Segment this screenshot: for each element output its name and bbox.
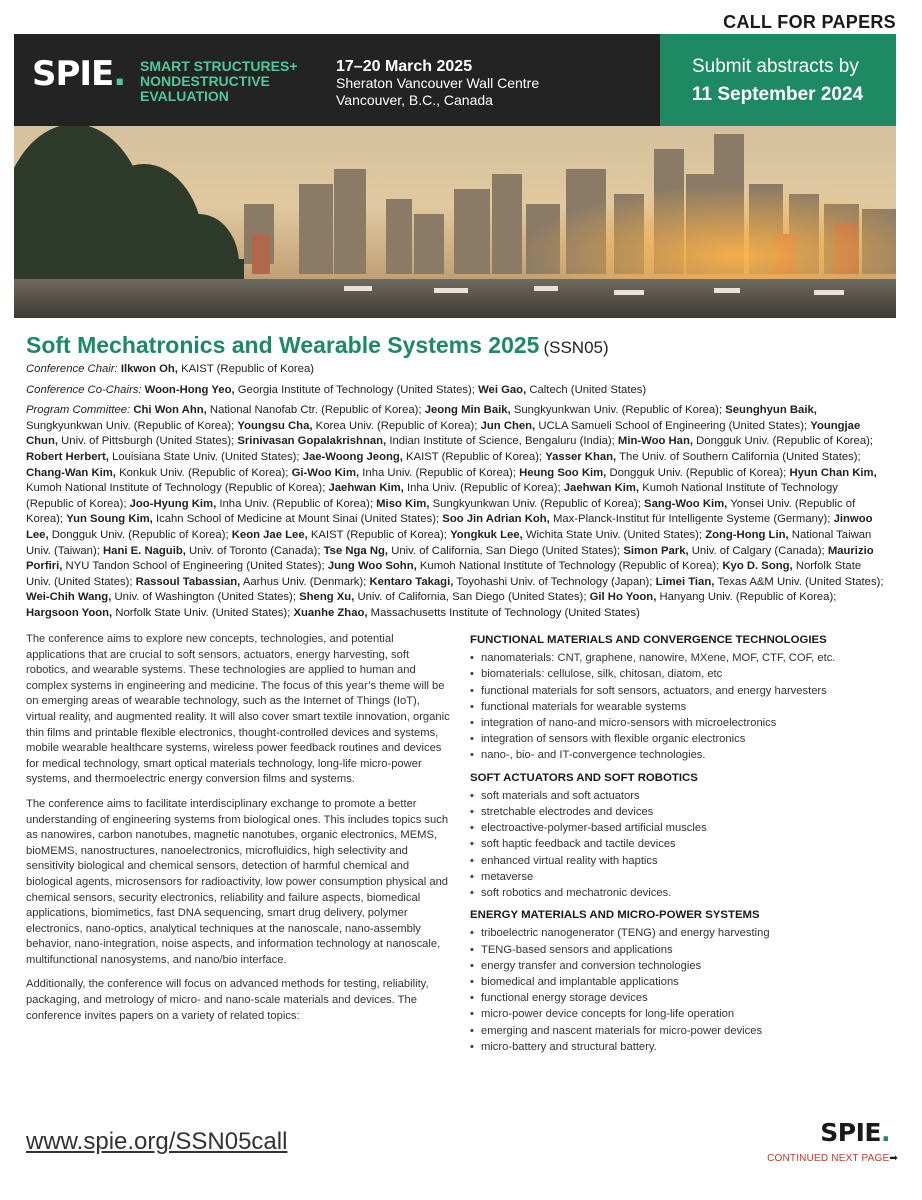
description-paragraph: The conference aims to facilitate interdisciplinary exchange to promote a better understanding of engineering systems from biological ones. This includes topics such as nanowires, carbon nanotubes, magnetic nanotubes, organic electronics, MEMS, bioMEMS, nanostructures, nanoelectronics, microfluidics, high selectivity and sensitivity biological and chemical sensors, detection of harmful chemical and biological agents, microsensors for radioactivity, low power consumption physical and chemical sensors, security electronics, reliability and failure aspects, biomedical applications, biomimetics, fast DNA sequencing, smart drug delivery, polymer electronics, nano-optics, analytical techniques at the nanoscale, nano-assembly behavior, nano-integration, noise aspects, and information technology at nanoscale, multifunctional nanosystems, and nano/bio interface. <box>26 797 449 966</box>
committee-member-name: Maurizio Porfiri, <box>26 544 874 573</box>
event-details <box>336 58 539 109</box>
committee-member-affiliation: NYU Tandon School of Engineering (United States); <box>65 560 325 573</box>
committee-member-affiliation: Univ. of Toronto (Canada); <box>189 544 321 557</box>
committee-member-affiliation: Sungkyunkwan Univ. (Republic of Korea); <box>513 404 723 417</box>
committee-member-name: Chang-Wan Kim, <box>26 466 116 479</box>
topic-item: • energy transfer and conversion technologies <box>470 958 896 974</box>
committee-member-name: Heung Soo Kim, <box>519 466 607 479</box>
topic-item: • functional materials for wearable systems <box>470 699 896 715</box>
topic-item: • nano-, bio- and IT-convergence technologies. <box>470 747 896 763</box>
committee-member-affiliation: Massachusetts Institute of Technology (United States) <box>370 606 640 619</box>
committee-member-name: Simon Park, <box>623 544 689 557</box>
committee-member-affiliation: Norfolk State Univ. (United States); <box>115 606 291 619</box>
event-venue: Sheraton Vancouver Wall Centre <box>336 75 540 91</box>
topic-item: • soft haptic feedback and tactile devices <box>470 836 896 852</box>
committee-member-affiliation: Toyohashi Univ. of Technology (Japan); <box>456 575 653 588</box>
committee-member-affiliation: Inha Univ. (Republic of Korea); <box>219 497 373 510</box>
continued-next-page[interactable]: CONTINUED NEXT PAGE➡ <box>767 1153 898 1164</box>
committee-member-name: Hani E. Naguib, <box>103 544 186 557</box>
topic-item: • metaverse <box>470 869 896 885</box>
topics-column <box>470 632 896 1061</box>
description-column <box>26 632 452 1033</box>
committee-member-name: Seunghyun Baik, <box>725 404 817 417</box>
committee-member-affiliation: Yonsei Univ. (Republic of Korea); <box>26 497 856 526</box>
committee-member-name: Jae-Woong Jeong, <box>302 450 403 463</box>
topic-item: • soft robotics and mechatronic devices. <box>470 885 896 901</box>
committee-member-name: Srinivasan Gopalakrishnan, <box>237 435 387 448</box>
topic-item: • functional materials for soft sensors, actuators, and energy harvesters <box>470 683 896 699</box>
committee-member-name: Youngsu Cha, <box>237 419 313 432</box>
committee-member-name: Hyun Chan Kim, <box>789 466 877 479</box>
committee-member-name: Keon Jae Lee, <box>231 528 308 541</box>
committee-member-affiliation: Kumoh National Institute of Technology (Republic of Korea); <box>419 560 720 573</box>
committee-member-affiliation: Dongguk Univ. (Republic of Korea); <box>51 528 229 541</box>
topic-heading: SOFT ACTUATORS AND SOFT ROBOTICS <box>470 771 698 784</box>
topic-item: • integration of sensors with flexible organic electronics <box>470 731 896 747</box>
committee-member-name: Yun Soung Kim, <box>66 513 153 526</box>
committee-member-affiliation: Univ. of California, San Diego (United States); <box>357 591 587 604</box>
committee-member-name: Kyo D. Song, <box>722 560 793 573</box>
committee-member-name: Kentaro Takagi, <box>369 575 454 588</box>
committee-member-affiliation: KAIST (Republic of Korea); <box>406 450 543 463</box>
committee-member-name: Sang-Woo Kim, <box>644 497 728 510</box>
committee-member-affiliation: Univ. of Washington (United States); <box>114 591 296 604</box>
committee-member-affiliation: Texas A&M Univ. (United States); <box>717 575 884 588</box>
committee-member-name: Jinwoo Lee, <box>26 513 873 541</box>
call-for-papers-label: CALL FOR PAPERS <box>723 12 896 32</box>
topic-heading: ENERGY MATERIALS AND MICRO-POWER SYSTEMS <box>470 909 760 922</box>
committee-member-name: Yasser Khan, <box>545 450 617 463</box>
committee-member-name: Tse Nga Ng, <box>323 544 389 557</box>
committee-member-name: Wei-Chih Wang, <box>26 591 112 604</box>
committee-member-name: Jun Chen, <box>480 419 536 432</box>
committee-member-name: Jaehwan Kim, <box>328 482 404 495</box>
topic-item: • biomaterials: cellulose, silk, chitosan, diatom, etc <box>470 666 896 682</box>
conference-cochairs: Conference Co-Chairs: Woon-Hong Yeo, Georgia Institute of Technology (United States); Wei Gao, Caltech (United States) <box>26 383 647 396</box>
committee-member-affiliation: Kumoh National Institute of Technology (Republic of Korea); <box>26 482 838 510</box>
committee-member-name: Robert Herbert, <box>26 450 109 463</box>
committee-member-affiliation: National Taiwan Univ. (Taiwan); <box>26 528 872 557</box>
committee-member-affiliation: Icahn School of Medicine at Mount Sinai (United States); <box>155 513 440 526</box>
topic-list <box>470 650 896 763</box>
conference-people <box>26 362 888 627</box>
committee-member-affiliation: Louisiana State Univ. (United States); <box>112 450 300 463</box>
topic-item: • micro-power device concepts for long-life operation <box>470 1006 896 1022</box>
committee-member-affiliation: Aarhus Univ. (Denmark); <box>242 575 367 588</box>
committee-member-name: Rassoul Tabassian, <box>135 575 241 588</box>
committee-member-affiliation: Konkuk Univ. (Republic of Korea); <box>119 466 289 479</box>
spie-footer-logo: SPIE. <box>820 1118 890 1147</box>
committee-member-name: Jung Woo Sohn, <box>327 560 417 573</box>
program-committee: Program Committee: Chi Won Ahn, National Nanofab Ctr. (Republic of Korea); Jeong Min Baik, Sungkyunkwan Univ. (Republic of Korea); Seunghyun Baik, Sungkyunkwan Univ. (Republic of Korea); Youngsu Cha, Korea Univ. (Republic of Korea); Jun Chen, UCLA Samueli School of Engineering (United States); Youngjae Chun, Univ. of Pittsburgh (United States); Srinivasan Gopalakrishnan, Indian Institute of Science, Bengaluru (India); Min-Woo Han, Dongguk Univ. (Republic of Korea); Robert Herbert, Louisiana State Univ. (United States); Jae-Woong Jeong, KAIST (Republic of Korea); Yasser Khan, The Univ. of Southern California (United States); Chang-Wan Kim, Konkuk Univ. (Republic of Korea); Gi-Woo Kim, Inha Univ. (Republic of Korea); Heung Soo Kim, Dongguk Univ. (Republic of Korea); Hyun Chan Kim, Kumoh National Institute of Technology (Republic of Korea); Jaehwan Kim, Inha Univ. (Republic of Korea); Jaehwan Kim, Kumoh National Institute of Technology (Republic of Korea); Joo-Hyung Kim, Inha Univ. (Republic of Korea); Miso Kim, Sungkyunkwan Univ. (Republic of Korea); Sang-Woo Kim, Yonsei Univ. (Republic of Korea); Yun Soung Kim, Icahn School of Medicine at Mount Sinai (United States); Soo Jin Adrian Koh, Max-Planck-Institut für Intelligente Systeme (Germany); Jinwoo Lee, Dongguk Univ. (Republic of Korea); Keon Jae Lee, KAIST (Republic of Korea); Yongkuk Lee, Wichita State Univ. (United States); Zong-Hong Lin, National Taiwan Univ. (Taiwan); Hani E. Naguib, Univ. of Toronto (Canada); Tse Nga Ng, Univ. of California, San Diego (United States); Simon Park, Univ. of Calgary (Canada); Maurizio Porfiri, NYU Tandon School of Engineering (United States); Jung Woo Sohn, Kumoh National Institute of Technology (Republic of Korea); Kyo D. Song, Norfolk State Univ. (United States); Rassoul Tabassian, Aarhus Univ. (Denmark); Kentaro Takagi, Toyohashi Univ. of Technology (Japan); Limei Tian, Texas A&M Univ. (United States); Wei-Chih Wang, Univ. of Washington (United States); Sheng Xu, Univ. of California, San Diego (United States); Gil Ho Yoon, Hanyang Univ. (Republic of Korea); Hargsoon Yoon, Norfolk State Univ. (United States); Xuanhe Zhao, Massachusetts Institute of Technology (United States) <box>26 404 884 619</box>
call-url-link[interactable]: www.spie.org/SSN05call <box>26 1128 288 1155</box>
topic-item: • triboelectric nanogenerator (TENG) and energy harvesting <box>470 925 896 941</box>
topic-item: • TENG-based sensors and applications <box>470 942 896 958</box>
hero-banner <box>14 34 896 318</box>
committee-member-name: Gil Ho Yoon, <box>589 591 657 604</box>
committee-member-affiliation: Max-Planck-Institut für Intelligente Systeme (Germany); <box>552 513 831 526</box>
committee-member-affiliation: Dongguk Univ. (Republic of Korea); <box>696 435 874 448</box>
topic-item: • stretchable electrodes and devices <box>470 804 896 820</box>
committee-member-affiliation: Hanyang Univ. (Republic of Korea); <box>659 591 837 604</box>
submit-date: 11 September 2024 <box>692 84 864 105</box>
committee-member-affiliation: Korea Univ. (Republic of Korea); <box>315 419 478 432</box>
committee-member-name: Jeong Min Baik, <box>424 404 511 417</box>
conference-chair: Conference Chair: Ilkwon Oh, KAIST (Republic of Korea) <box>26 363 314 375</box>
description-paragraph: Additionally, the conference will focus on advanced methods for testing, reliability, packaging, and metrology of micro- and nano-scale materials and devices. The conference invites papers on a variety of related topics: <box>26 978 429 1022</box>
submit-banner <box>660 34 896 126</box>
committee-member-affiliation: Univ. of Pittsburgh (United States); <box>61 435 235 448</box>
event-city: Vancouver, B.C., Canada <box>336 92 493 108</box>
arrow-right-icon: ➡ <box>889 1153 898 1164</box>
topic-item: • functional energy storage devices <box>470 990 896 1006</box>
topic-item: • soft materials and soft actuators <box>470 788 896 804</box>
committee-member-affiliation: UCLA Samueli School of Engineering (United States); <box>538 419 808 432</box>
committee-member-affiliation: Dongguk Univ. (Republic of Korea); <box>609 466 787 479</box>
committee-member-affiliation: Univ. of Calgary (Canada); <box>691 544 825 557</box>
description-paragraph: The conference aims to explore new concepts, technologies, and potential applications that are crucial to soft sensors, actuators, energy harvesting, soft robotics, and wearable systems. These technologies are applied to human and complex systems in engineering and medicine. The focus of this year’s theme will be on emerging areas of wearable technology, such as the Internet of Things (IoT), virtual reality, and augmented reality. It will also cover smart textile innovation, organic thin films and printable flexible electronics, thought-controlled devices and systems, mobile wearable healthcare systems, wireless power feedback routines and devices for medical technology, smart optical materials technology, long-life micro-power systems, and thermoelectric energy conversion films and systems. <box>26 633 450 786</box>
conference-title: Soft Mechatronics and Wearable Systems 2025 (SSN05) <box>26 332 609 358</box>
committee-member-affiliation: Indian Institute of Science, Bengaluru (India); <box>389 435 615 448</box>
committee-member-affiliation: Inha Univ. (Republic of Korea); <box>362 466 516 479</box>
topic-item: • emerging and nascent materials for micro-power devices <box>470 1023 896 1039</box>
committee-member-affiliation: National Nanofab Ctr. (Republic of Korea); <box>209 404 422 417</box>
committee-member-name: Hargsoon Yoon, <box>26 606 113 619</box>
committee-member-name: Sheng Xu, <box>299 591 355 604</box>
committee-member-name: Joo-Hyung Kim, <box>129 497 217 510</box>
submit-label: Submit abstracts by <box>692 56 859 77</box>
topic-item: • electroactive-polymer-based artificial muscles <box>470 820 896 836</box>
committee-member-affiliation: The Univ. of Southern California (United States); <box>619 450 861 463</box>
committee-member-name: Miso Kim, <box>376 497 430 510</box>
committee-member-name: Soo Jin Adrian Koh, <box>442 513 550 526</box>
committee-member-affiliation: Sungkyunkwan Univ. (Republic of Korea); <box>432 497 641 510</box>
committee-member-name: Youngjae Chun, <box>26 419 861 448</box>
event-name: SMART STRUCTURES+ NONDESTRUCTIVE EVALUATION <box>140 58 298 104</box>
committee-member-affiliation: Sungkyunkwan Univ. (Republic of Korea); <box>26 419 235 432</box>
topic-list <box>470 925 896 1055</box>
committee-member-affiliation: Univ. of California, San Diego (United States); <box>391 544 621 557</box>
committee-member-name: Min-Woo Han, <box>617 435 693 448</box>
topic-item: • integration of nano-and micro-sensors with microelectronics <box>470 715 896 731</box>
event-dates: 17–20 March 2025 <box>336 58 473 75</box>
event-banner <box>14 34 660 126</box>
committee-member-affiliation: Inha Univ. (Republic of Korea); <box>406 482 561 495</box>
topic-item: • nanomaterials: CNT, graphene, nanowire, MXene, MOF, CTF, COF, etc. <box>470 650 896 666</box>
topic-item: • enhanced virtual reality with haptics <box>470 853 896 869</box>
committee-member-name: Xuanhe Zhao, <box>293 606 368 619</box>
committee-member-affiliation: Norfolk State Univ. (United States); <box>26 560 862 588</box>
committee-member-name: Chi Won Ahn, <box>133 404 207 417</box>
committee-member-name: Zong-Hong Lin, <box>705 528 789 541</box>
committee-member-name: Gi-Woo Kim, <box>291 466 360 479</box>
topic-item: • micro-battery and structural battery. <box>470 1039 896 1055</box>
committee-member-name: Limei Tian, <box>655 575 715 588</box>
spie-logo: SPIE. <box>32 54 126 94</box>
committee-member-affiliation: KAIST (Republic of Korea); <box>310 528 447 541</box>
topic-list <box>470 788 896 901</box>
topic-item: • biomedical and implantable applications <box>470 974 896 990</box>
committee-member-name: Yongkuk Lee, <box>450 528 523 541</box>
committee-member-affiliation: Wichita State Univ. (United States); <box>525 528 703 541</box>
topic-heading: FUNCTIONAL MATERIALS AND CONVERGENCE TECHNOLOGIES <box>470 634 827 646</box>
committee-member-name: Jaehwan Kim, <box>563 482 640 495</box>
committee-member-affiliation: Kumoh National Institute of Technology (Republic of Korea); <box>26 482 326 495</box>
